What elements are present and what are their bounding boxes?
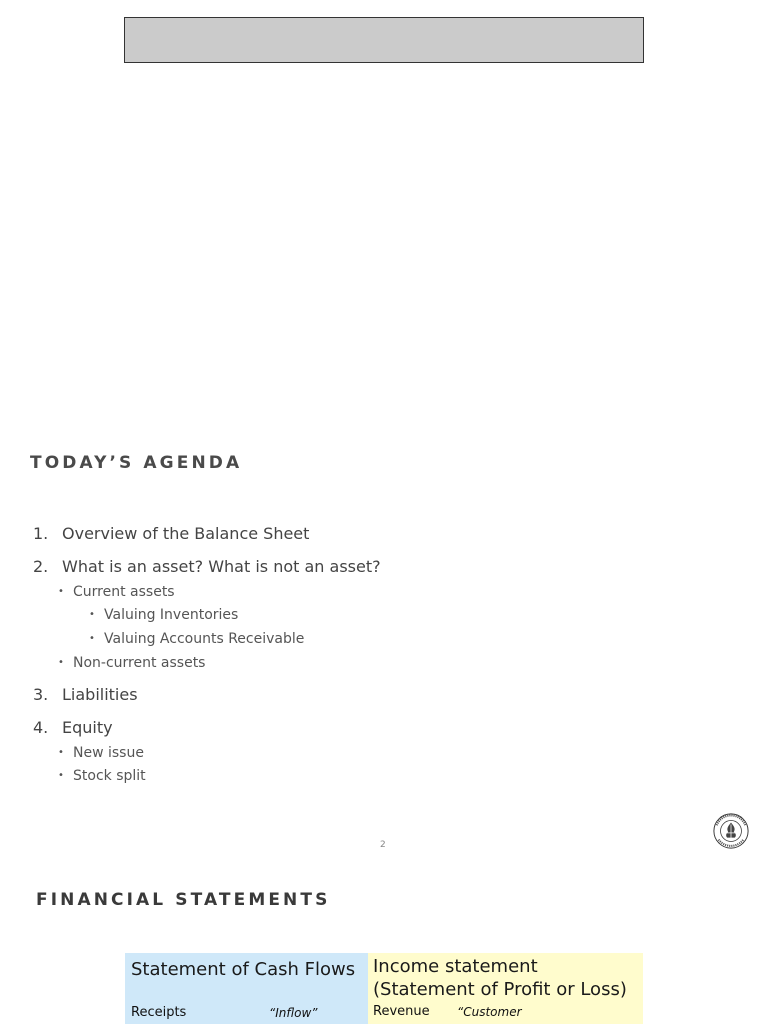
agenda-subsubitem-receivables	[89, 631, 304, 647]
agenda-item-label: What is an asset? What is not an asset?	[62, 557, 381, 576]
cash-flows-item: Receipts	[131, 1005, 187, 1020]
agenda-subitem-label: Non-current assets	[73, 655, 206, 671]
income-statement-note: “Customer	[457, 1005, 522, 1019]
income-statement-box	[368, 953, 643, 1024]
agenda-item-1	[33, 524, 309, 543]
agenda-subsubitem-inventories	[89, 607, 238, 623]
agenda-item-label: Equity	[62, 718, 113, 737]
agenda-subitem-label: Stock split	[73, 768, 146, 784]
cash-flows-title: Statement of Cash Flows	[131, 959, 356, 980]
bullet-icon: •	[58, 657, 64, 668]
bullet-icon: •	[89, 609, 95, 620]
agenda-subitem-stock-split	[58, 768, 146, 784]
agenda-item-number: 4.	[33, 718, 49, 737]
agenda-subitem-current-assets	[58, 584, 175, 600]
bullet-icon: •	[58, 770, 64, 781]
agenda-item-number: 1.	[33, 524, 49, 543]
page-number: 2	[380, 840, 386, 850]
agenda-item-4	[33, 718, 113, 737]
agenda-heading: TODAY’S AGENDA	[30, 453, 243, 473]
income-statement-item: Revenue	[373, 1004, 430, 1019]
agenda-item-number: 2.	[33, 557, 49, 576]
agenda-subitem-label: Current assets	[73, 584, 175, 600]
cash-flows-note: “Inflow”	[269, 1006, 318, 1020]
agenda-subsubitem-label: Valuing Accounts Receivable	[104, 631, 305, 647]
agenda-subitem-non-current-assets	[58, 655, 205, 671]
agenda-item-number: 3.	[33, 685, 49, 704]
income-statement-title-line2: (Statement of Profit or Loss)	[373, 979, 627, 1000]
financial-statements-heading: FINANCIAL STATEMENTS	[36, 890, 331, 910]
agenda-subitem-label: New issue	[73, 745, 144, 761]
agenda-subitem-new-issue	[58, 745, 144, 761]
agenda-item-3	[33, 685, 138, 704]
title-placeholder-box	[124, 17, 644, 63]
agenda-item-2	[33, 557, 381, 576]
school-seal-icon	[712, 812, 750, 850]
bullet-icon: •	[58, 586, 64, 597]
bullet-icon: •	[58, 747, 64, 758]
income-statement-title-line1: Income statement	[373, 956, 538, 977]
agenda-item-label: Liabilities	[62, 685, 138, 704]
cash-flows-box	[125, 953, 368, 1024]
agenda-item-label: Overview of the Balance Sheet	[62, 524, 310, 543]
bullet-icon: •	[89, 633, 95, 644]
agenda-subsubitem-label: Valuing Inventories	[104, 607, 239, 623]
